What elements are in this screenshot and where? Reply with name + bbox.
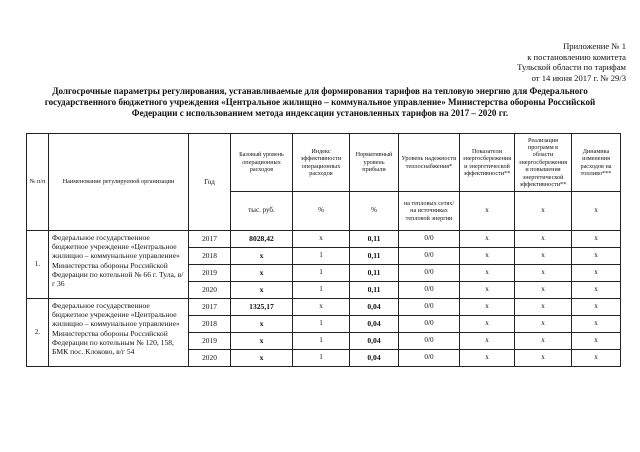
cell-base: х xyxy=(231,333,293,350)
cell-programs: х xyxy=(515,231,572,248)
cell-reliability: 0/0 xyxy=(399,282,460,299)
unit-index: % xyxy=(293,192,350,231)
cell-energy: х xyxy=(460,265,515,282)
cell-energy: х xyxy=(460,248,515,265)
cell-year: 2018 xyxy=(189,248,231,265)
unit-reliability: на тепловых сетях/на источниках тепловой энергии xyxy=(399,192,460,231)
cell-reliability: 0/0 xyxy=(399,265,460,282)
cell-year: 2020 xyxy=(189,282,231,299)
cell-base: х xyxy=(231,265,293,282)
cell-index: 1 xyxy=(293,333,350,350)
cell-index: 1 xyxy=(293,248,350,265)
cell-norm: 0,11 xyxy=(350,282,399,299)
header-base: Базовый уровень операционных расходов xyxy=(231,134,293,192)
header-index: Индекс эффективности операционных расходов xyxy=(293,134,350,192)
cell-year: 2018 xyxy=(189,316,231,333)
cell-dynamics: х xyxy=(572,299,621,316)
cell-base: 1325,17 xyxy=(231,299,293,316)
cell-year: 2019 xyxy=(189,265,231,282)
header-row xyxy=(27,134,621,192)
unit-dynamics: х xyxy=(572,192,621,231)
cell-energy: х xyxy=(460,282,515,299)
header-year: Год xyxy=(189,134,231,231)
table-row xyxy=(27,231,621,248)
cell-dynamics: х xyxy=(572,265,621,282)
cell-index: 1 xyxy=(293,282,350,299)
cell-dynamics: х xyxy=(572,248,621,265)
organization-name: Федеральное государственное бюджетное учреждение «Центральное жилищно – коммунальное управление» Министерства обороны Российской Федерации по котельным № 120, 158, БМК пос. Клоково, в/г 54 xyxy=(49,299,189,367)
cell-dynamics: х xyxy=(572,333,621,350)
cell-norm: 0,11 xyxy=(350,231,399,248)
cell-energy: х xyxy=(460,231,515,248)
cell-norm: 0,04 xyxy=(350,350,399,367)
cell-dynamics: х xyxy=(572,316,621,333)
cell-programs: х xyxy=(515,265,572,282)
cell-base: 8028,42 xyxy=(231,231,293,248)
unit-programs: х xyxy=(515,192,572,231)
parameters-table xyxy=(26,133,621,367)
cell-energy: х xyxy=(460,333,515,350)
cell-programs: х xyxy=(515,333,572,350)
cell-norm: 0,11 xyxy=(350,265,399,282)
appendix-line: от 14 июня 2017 г. № 29/3 xyxy=(531,72,626,83)
cell-reliability: 0/0 xyxy=(399,231,460,248)
cell-dynamics: х xyxy=(572,350,621,367)
cell-base: х xyxy=(231,316,293,333)
cell-year: 2020 xyxy=(189,350,231,367)
appendix-line: Тульской области по тарифам xyxy=(517,62,626,73)
cell-reliability: 0/0 xyxy=(399,350,460,367)
unit-energy: х xyxy=(460,192,515,231)
cell-programs: х xyxy=(515,350,572,367)
table-row xyxy=(27,299,621,316)
cell-base: х xyxy=(231,282,293,299)
row-number: 2. xyxy=(27,299,49,367)
appendix-line: Приложение № 1 xyxy=(563,41,626,51)
cell-dynamics: х xyxy=(572,231,621,248)
cell-base: х xyxy=(231,350,293,367)
header-reliability: Уровень надежности теплоснабжения* xyxy=(399,134,460,192)
document-title: Долгосрочные параметры регулирования, устанавливаемые для формирования тарифов на тепловую энергию для Федерального государственного бюджетного учреждения «Центральное жилищно – коммунальное управление» Министерства обороны Российской Федерации с использованием метода индексации установленных тарифов на 2017 – 2020 гг. xyxy=(44,86,596,119)
header-dynamics: Динамика изменения расходов на топливо*** xyxy=(572,134,621,192)
cell-energy: х xyxy=(460,350,515,367)
cell-reliability: 0/0 xyxy=(399,248,460,265)
cell-energy: х xyxy=(460,316,515,333)
header-num: № п/п xyxy=(27,134,49,231)
cell-index: х xyxy=(293,299,350,316)
cell-year: 2019 xyxy=(189,333,231,350)
appendix-block xyxy=(460,41,626,83)
cell-norm: 0,04 xyxy=(350,299,399,316)
cell-programs: х xyxy=(515,316,572,333)
cell-norm: 0,04 xyxy=(350,316,399,333)
appendix-line: к постановлению комитета xyxy=(527,51,626,62)
cell-index: 1 xyxy=(293,316,350,333)
unit-norm: % xyxy=(350,192,399,231)
cell-index: 1 xyxy=(293,350,350,367)
cell-dynamics: х xyxy=(572,282,621,299)
cell-reliability: 0/0 xyxy=(399,299,460,316)
cell-programs: х xyxy=(515,299,572,316)
cell-index: 1 xyxy=(293,265,350,282)
cell-year: 2017 xyxy=(189,231,231,248)
cell-base: х xyxy=(231,248,293,265)
cell-index: х xyxy=(293,231,350,248)
cell-programs: х xyxy=(515,248,572,265)
row-number: 1. xyxy=(27,231,49,299)
header-programs: Реализация программ в области энергосбережения и повышения энергетической эффективности** xyxy=(515,134,572,192)
cell-reliability: 0/0 xyxy=(399,333,460,350)
header-energy: Показатели энергосбережения и энергетической эффективности** xyxy=(460,134,515,192)
cell-year: 2017 xyxy=(189,299,231,316)
cell-reliability: 0/0 xyxy=(399,316,460,333)
unit-base: тыс. руб. xyxy=(231,192,293,231)
header-norm: Нормативный уровень прибыли xyxy=(350,134,399,192)
header-org: Наименование регулируемой организации xyxy=(49,134,189,231)
cell-energy: х xyxy=(460,299,515,316)
cell-norm: 0,11 xyxy=(350,248,399,265)
organization-name: Федеральное государственное бюджетное учреждение «Центральное жилищно – коммунальное управление» Министерства обороны Российской Федерации по котельной № 66 г. Тула, в/г 36 xyxy=(49,231,189,299)
cell-programs: х xyxy=(515,282,572,299)
cell-norm: 0,04 xyxy=(350,333,399,350)
